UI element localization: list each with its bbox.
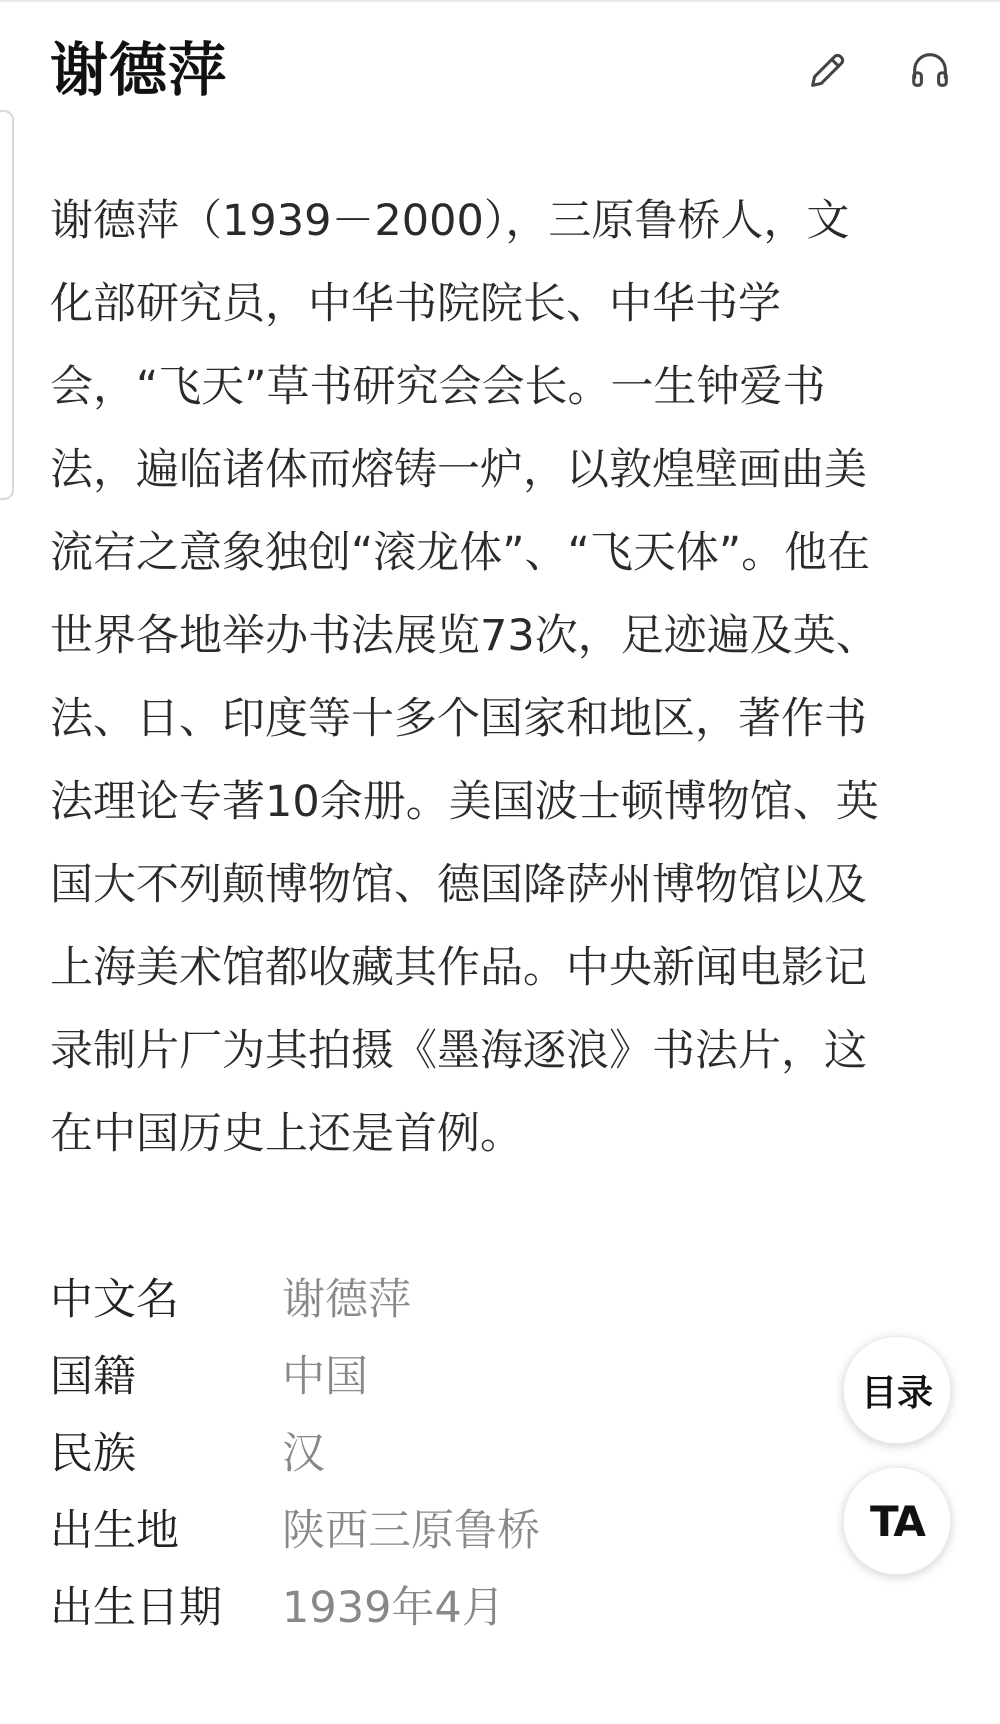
summary-line: 法，遍临诸体而熔铸一炉，以敦煌壁画曲美 [50,445,867,495]
info-key: 中文名 [50,1275,179,1325]
info-row-nationality [50,1339,750,1416]
edit-button[interactable] [798,40,858,100]
listen-button[interactable] [900,40,960,100]
info-key: 出生日期 [50,1583,222,1633]
table-of-contents-button[interactable]: 目录 [843,1336,951,1444]
summary-line: 会，“飞天”草书研究会会长。一生钟爱书 [50,362,826,412]
info-key: 国籍 [50,1352,136,1402]
top-divider [0,0,1000,2]
summary-line: 世界各地举办书法展览73次，足迹遍及英、 [50,611,879,661]
side-drawer-handle[interactable] [0,110,14,500]
summary-paragraph [50,180,965,1176]
basic-info-table [50,1262,750,1647]
page-title: 谢德萍 [50,36,228,104]
summary-line: 法理论专著10余册。美国波士顿博物馆、英 [50,777,879,827]
info-value[interactable]: 汉 [282,1429,325,1479]
info-row-birth-date [50,1570,750,1647]
info-value: 谢德萍 [282,1275,411,1325]
summary-line: 录制片厂为其拍摄《墨海逐浪》书法片，这 [50,1026,867,1076]
info-row-ethnicity [50,1416,750,1493]
ta-button[interactable]: TA [843,1467,951,1575]
info-row-birthplace [50,1493,750,1570]
summary-line: 国大不列颠博物馆、德国降萨州博物馆以及 [50,860,867,910]
summary-line: 上海美术馆都收藏其作品。中央新闻电影记 [50,943,867,993]
pencil-icon [805,47,851,93]
info-value: 1939年4月 [282,1583,505,1633]
headphones-icon [907,47,953,93]
entry-header [50,28,960,112]
info-row-chinese-name [50,1262,750,1339]
summary-line: 谢德萍（1939－2000），三原鲁桥人，文 [50,196,850,246]
summary-line: 化部研究员，中华书院院长、中华书学 [50,279,781,329]
summary-line: 流宕之意象独创“滚龙体”、“飞天体”。他在 [50,528,871,578]
info-value[interactable]: 中国 [282,1352,368,1402]
summary-line: 法、日、印度等十多个国家和地区，著作书 [50,694,867,744]
info-key: 出生地 [50,1506,179,1556]
info-key: 民族 [50,1429,136,1479]
info-value: 陕西三原鲁桥 [282,1506,540,1556]
summary-line: 在中国历史上还是首例。 [50,1109,523,1159]
